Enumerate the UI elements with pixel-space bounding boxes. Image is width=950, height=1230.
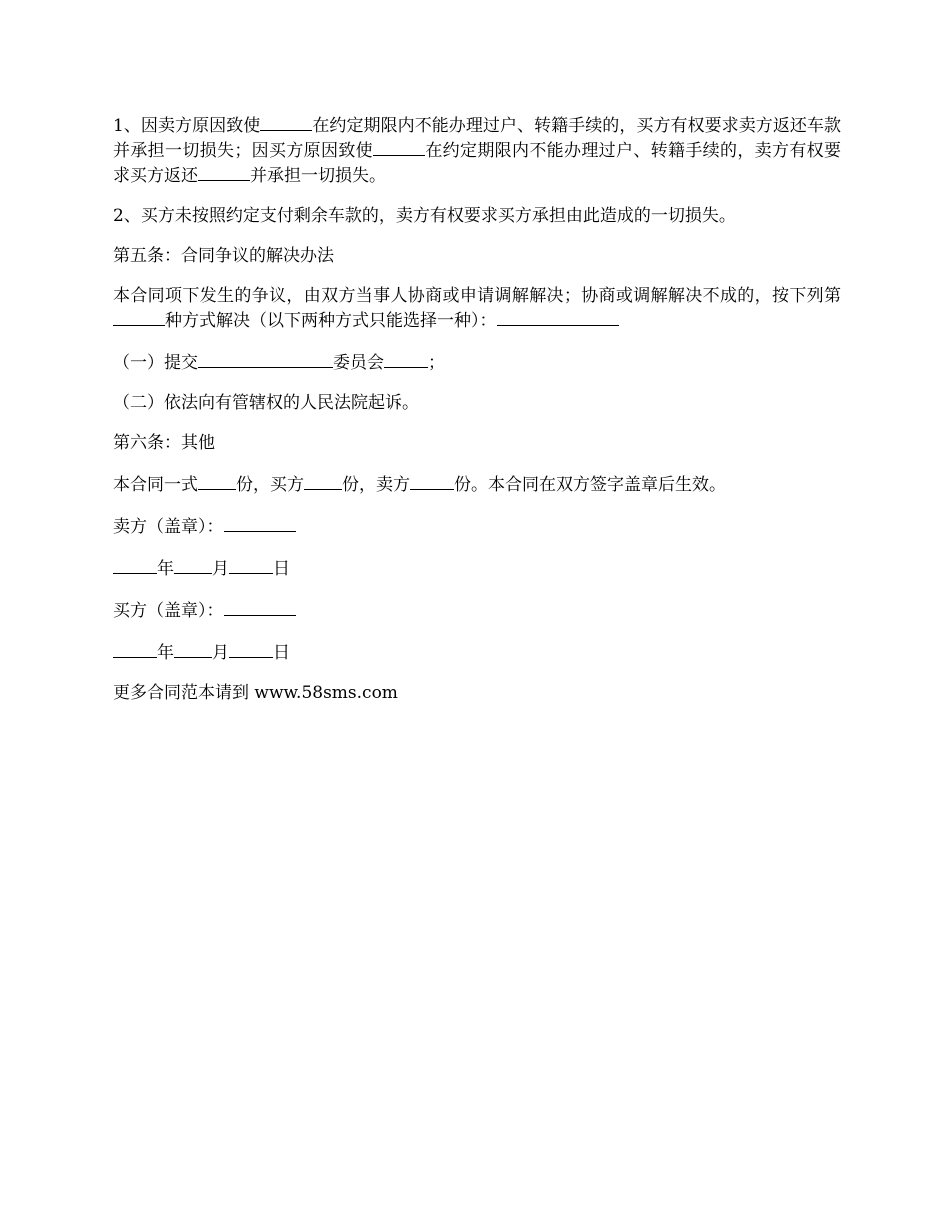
blank-line	[224, 514, 296, 532]
buyer-signature-line	[113, 598, 841, 623]
option-1-text-c: ；	[428, 353, 445, 373]
blank-line	[260, 113, 312, 131]
clause-1-text-a: 1、因卖方原因致使	[113, 116, 261, 136]
blank-line	[113, 640, 157, 658]
day-label: 日	[273, 643, 290, 663]
dispute-text-b: 种方式解决（以下两种方式只能选择一种）：	[165, 311, 497, 331]
blank-line	[113, 308, 165, 326]
copies-text-c: 份，卖方	[342, 475, 410, 495]
option-2: （二）依法向有管辖权的人民法院起诉。	[113, 393, 419, 413]
document-page	[113, 113, 841, 722]
option-1	[113, 350, 841, 375]
blank-line	[410, 472, 454, 490]
blank-line	[198, 350, 333, 368]
blank-line	[113, 556, 157, 574]
article-6-heading: 第六条：其他	[113, 433, 215, 453]
clause-paragraph-1	[113, 113, 841, 188]
day-label: 日	[273, 559, 290, 579]
dispute-text-a: 本合同项下发生的争议，由双方当事人协商或申请调解解决；协商或调解解决不成的，按下列第	[113, 286, 841, 306]
seller-date-line	[113, 556, 841, 581]
blank-line	[229, 640, 273, 658]
blank-line	[384, 350, 428, 368]
blank-line	[224, 598, 296, 616]
month-label: 月	[212, 559, 229, 579]
blank-line	[174, 640, 212, 658]
copies-text-d: 份。本合同在双方签字盖章后生效。	[454, 475, 726, 495]
year-label: 年	[157, 559, 174, 579]
option-1-text-a: （一）提交	[113, 353, 198, 373]
clause-1-text-c: 在约定期限内不能办理过户、转籍手续的，卖方有权要求买方返还	[113, 141, 841, 186]
article-5-heading: 第五条：合同争议的解决办法	[113, 246, 334, 266]
buyer-label: 买方（盖章）：	[113, 601, 224, 621]
blank-line	[198, 472, 236, 490]
seller-signature-line	[113, 514, 841, 539]
blank-line	[174, 556, 212, 574]
clause-paragraph-2: 2、买方未按照约定支付剩余车款的，卖方有权要求买方承担由此造成的一切损失。	[113, 206, 736, 226]
copies-text-b: 份，买方	[236, 475, 304, 495]
blank-line	[198, 163, 250, 181]
blank-line	[373, 138, 425, 156]
blank-line	[229, 556, 273, 574]
year-label: 年	[157, 643, 174, 663]
blank-line	[497, 308, 619, 326]
buyer-date-line	[113, 640, 841, 665]
option-1-text-b: 委员会	[333, 353, 384, 373]
month-label: 月	[212, 643, 229, 663]
dispute-paragraph	[113, 285, 841, 333]
blank-line	[304, 472, 342, 490]
seller-label: 卖方（盖章）：	[113, 517, 224, 537]
footer-link-text: 更多合同范本请到 www.58sms.com	[113, 683, 398, 703]
copies-paragraph	[113, 472, 841, 497]
copies-text-a: 本合同一式	[113, 475, 198, 495]
clause-1-text-b: 在约定期限内不能办理过户、转籍手续的，买方有权要求卖方返还车款并承担一切损失；因买方原因致使	[113, 116, 841, 161]
clause-1-text-d: 并承担一切损失。	[250, 166, 386, 186]
